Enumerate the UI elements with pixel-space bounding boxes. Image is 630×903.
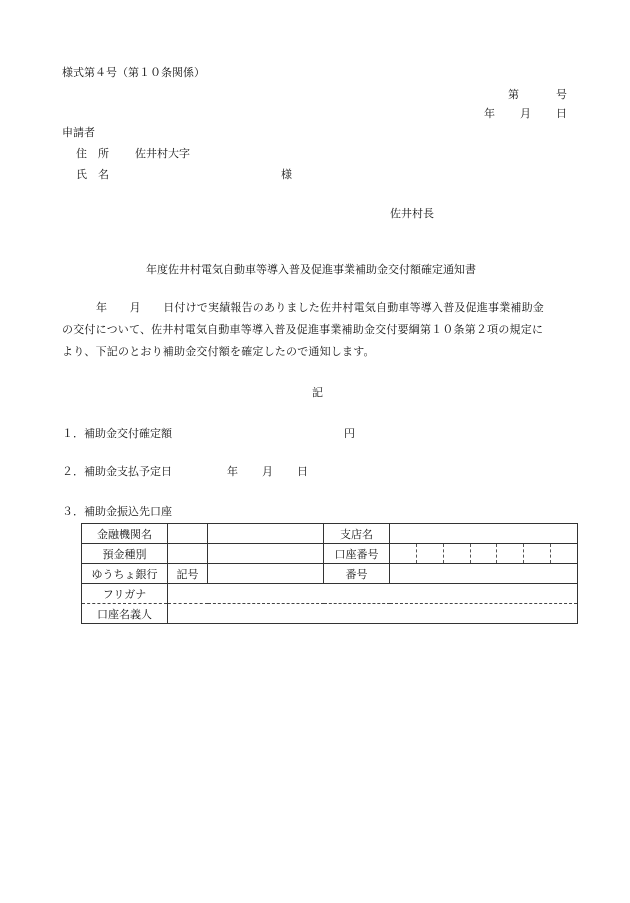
deposit-type-cell[interactable] bbox=[168, 544, 208, 564]
bank-name-cell-2[interactable] bbox=[208, 524, 324, 544]
honorific: 様 bbox=[281, 168, 292, 181]
bango-label: 番号 bbox=[324, 564, 390, 584]
body-paragraph bbox=[62, 297, 584, 363]
holder-cell[interactable] bbox=[168, 604, 578, 624]
document-title: 年度佐井村電気自動車等導入普及促進事業補助金交付額確定通知書 bbox=[146, 263, 476, 276]
table-row bbox=[82, 544, 578, 564]
branch-label: 支店名 bbox=[324, 524, 390, 544]
bank-account-table bbox=[81, 523, 578, 624]
deposit-type-cell-2[interactable] bbox=[208, 544, 324, 564]
table-row bbox=[82, 564, 578, 584]
body-line-3: より、下記のとおり補助金交付額を確定したので通知します。 bbox=[62, 345, 375, 358]
table-row bbox=[82, 604, 578, 624]
item2-month: 月 bbox=[262, 465, 273, 478]
item2-label: ２．補助金支払予定日 bbox=[62, 465, 172, 478]
applicant-heading: 申請者 bbox=[62, 126, 95, 139]
table-row bbox=[82, 524, 578, 544]
item2-year: 年 bbox=[227, 465, 238, 478]
address-value: 佐井村大字 bbox=[135, 147, 190, 160]
body-line-1: 年 月 日付けで実績報告のありました佐井村電気自動車等導入普及促進事業補助金 bbox=[96, 301, 544, 314]
address-label: 住 所 bbox=[76, 147, 109, 160]
issuer: 佐井村長 bbox=[390, 207, 434, 220]
account-number-label: 口座番号 bbox=[324, 544, 390, 564]
account-digit-boxes bbox=[390, 544, 577, 563]
furigana-cell[interactable] bbox=[168, 584, 578, 604]
branch-cell[interactable] bbox=[390, 524, 578, 544]
name-label: 氏 名 bbox=[76, 168, 109, 181]
bango-cell[interactable] bbox=[390, 564, 578, 584]
item2-day: 日 bbox=[297, 465, 308, 478]
bank-name-cell[interactable] bbox=[168, 524, 208, 544]
holder-label: 口座名義人 bbox=[82, 604, 168, 624]
item3-label: ３．補助金振込先口座 bbox=[62, 505, 172, 518]
ki-heading: 記 bbox=[312, 386, 323, 399]
form-id: 様式第４号（第１０条関係） bbox=[62, 66, 205, 79]
date-month: 月 bbox=[520, 107, 531, 120]
item1-label: １．補助金交付確定額 bbox=[62, 427, 172, 440]
kigo-label: 記号 bbox=[168, 564, 208, 584]
table-row bbox=[82, 584, 578, 604]
item1-unit: 円 bbox=[344, 427, 355, 440]
furigana-label: フリガナ bbox=[82, 584, 168, 604]
doc-number-label: 第 bbox=[508, 88, 519, 101]
date-year: 年 bbox=[484, 107, 495, 120]
yucho-label: ゆうちょ銀行 bbox=[82, 564, 168, 584]
date-day: 日 bbox=[556, 107, 567, 120]
account-number-cell[interactable] bbox=[390, 544, 578, 564]
doc-number-suffix: 号 bbox=[556, 88, 567, 101]
bank-name-label: 金融機関名 bbox=[82, 524, 168, 544]
deposit-type-label: 預金種別 bbox=[82, 544, 168, 564]
kigo-cell[interactable] bbox=[208, 564, 324, 584]
body-line-2: の交付について、佐井村電気自動車等導入普及促進事業補助金交付要綱第１０条第２項の規定に bbox=[62, 323, 544, 336]
